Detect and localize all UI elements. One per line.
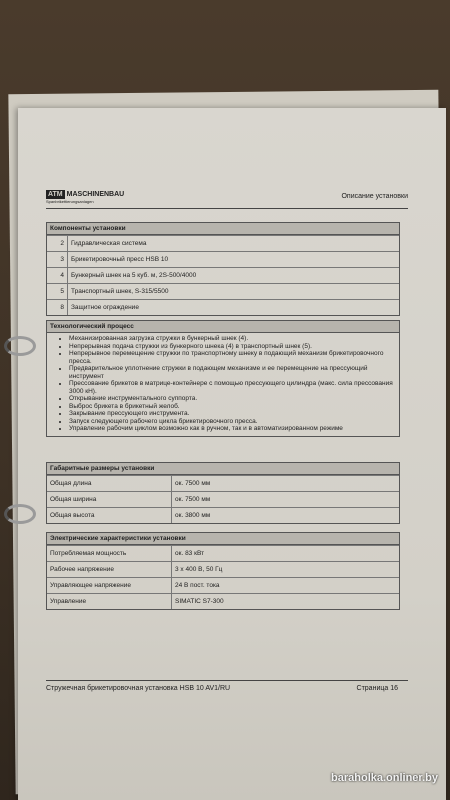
- table-row: [47, 300, 399, 316]
- electrical-section: [46, 532, 400, 610]
- dimensions-title: Габаритные размеры установки: [47, 463, 399, 475]
- binder-ring-icon: [4, 504, 36, 524]
- components-title: Компоненты установки: [47, 223, 399, 235]
- site-watermark: baraholka.onliner.by: [331, 772, 438, 784]
- component-number: 5: [47, 284, 68, 300]
- component-number: 2: [47, 236, 68, 252]
- component-number: 3: [47, 252, 68, 268]
- electrical-title: Электрические характеристики установки: [47, 533, 399, 545]
- dimensions-table: [47, 475, 399, 523]
- spec-value: 3 x 400 В, 50 Гц: [172, 562, 400, 578]
- spec-label: Управление: [47, 594, 172, 610]
- table-row: [47, 562, 399, 578]
- table-row: [47, 492, 399, 508]
- table-row: [47, 268, 399, 284]
- spec-label: Общая длина: [47, 476, 172, 492]
- list-item: • Запуск следующего рабочего цикла брикетировочного пресса.: [69, 418, 399, 426]
- list-item: • Управление рабочим циклом возможно как в ручном, так и в автоматизированном режиме: [69, 425, 399, 433]
- table-row: [47, 578, 399, 594]
- list-item: • Механизированная загрузка стружки в бункерный шнек (4).: [69, 335, 399, 343]
- spec-value: ок. 83 кВт: [172, 546, 400, 562]
- spec-value: ок. 7500 мм: [172, 492, 400, 508]
- table-row: [47, 236, 399, 252]
- dimensions-section: [46, 462, 400, 524]
- spec-label: Рабочее напряжение: [47, 562, 172, 578]
- process-list: [47, 335, 399, 433]
- logo-brand: ATM: [48, 191, 63, 198]
- electrical-table: [47, 545, 399, 609]
- table-row: [47, 476, 399, 492]
- list-item: • Прессование брикетов в матрице-контейнере с помощью прессующего цилиндра (макс. сила прессования 3000 кН).: [69, 380, 399, 395]
- section-title: Описание установки: [341, 193, 408, 200]
- list-item: • Предварительное уплотнение стружки в подающем механизме и ее перемещение на прессующий инструмент: [69, 365, 399, 380]
- spec-value: 24 В пост. тока: [172, 578, 400, 594]
- spec-value: SIMATIC S7-300: [172, 594, 400, 610]
- spec-label: Потребляемая мощность: [47, 546, 172, 562]
- binder-ring-icon: [4, 336, 36, 356]
- table-row: [47, 594, 399, 610]
- spec-value: ок. 7500 мм: [172, 476, 400, 492]
- logo-tagline: Spanbrikettierungsanlagen: [46, 199, 94, 204]
- spec-label: Общая ширина: [47, 492, 172, 508]
- list-item: • Непрерывное перемещение стружки по транспортному шнеку в подающий механизм брикетировочного пресса.: [69, 350, 399, 365]
- table-row: [47, 546, 399, 562]
- component-name: Транспортный шнек, S-315/5500: [68, 284, 400, 300]
- spec-label: Управляющее напряжение: [47, 578, 172, 594]
- components-section: [46, 222, 400, 316]
- process-section: [46, 320, 400, 437]
- page-header: [46, 190, 408, 206]
- list-item: • Закрывание прессующего инструмента.: [69, 410, 399, 418]
- document-page: [18, 108, 446, 800]
- header-divider: [46, 208, 408, 209]
- list-item: • Открывание инструментального суппорта.: [69, 395, 399, 403]
- logo-name: MASCHINENBAU: [66, 191, 125, 198]
- process-title: Технологический процесс: [47, 321, 399, 333]
- component-number: 4: [47, 268, 68, 284]
- document-title: Стружечная брикетировочная установка HSB 10 AV1/RU: [46, 685, 231, 692]
- list-item: • Выброс брикета в брикетный желоб.: [69, 403, 399, 411]
- component-name: Гидравлическая система: [68, 236, 400, 252]
- company-logo: [46, 190, 124, 204]
- page-number: Страница 16: [356, 685, 398, 692]
- component-name: Брикетировочный пресс HSB 10: [68, 252, 400, 268]
- table-row: [47, 508, 399, 524]
- table-row: [47, 252, 399, 268]
- component-name: Защитное ограждение: [68, 300, 400, 316]
- components-table: [47, 235, 399, 315]
- list-item: • Непрерывная подача стружки из бункерного шнека (4) в транспортный шнек (5).: [69, 343, 399, 351]
- table-row: [47, 284, 399, 300]
- page-footer: [46, 680, 408, 692]
- spec-label: Общая высота: [47, 508, 172, 524]
- component-name: Бункерный шнек на 5 куб. м, 2S-500/4000: [68, 268, 400, 284]
- spec-value: ок. 3800 мм: [172, 508, 400, 524]
- component-number: 8: [47, 300, 68, 316]
